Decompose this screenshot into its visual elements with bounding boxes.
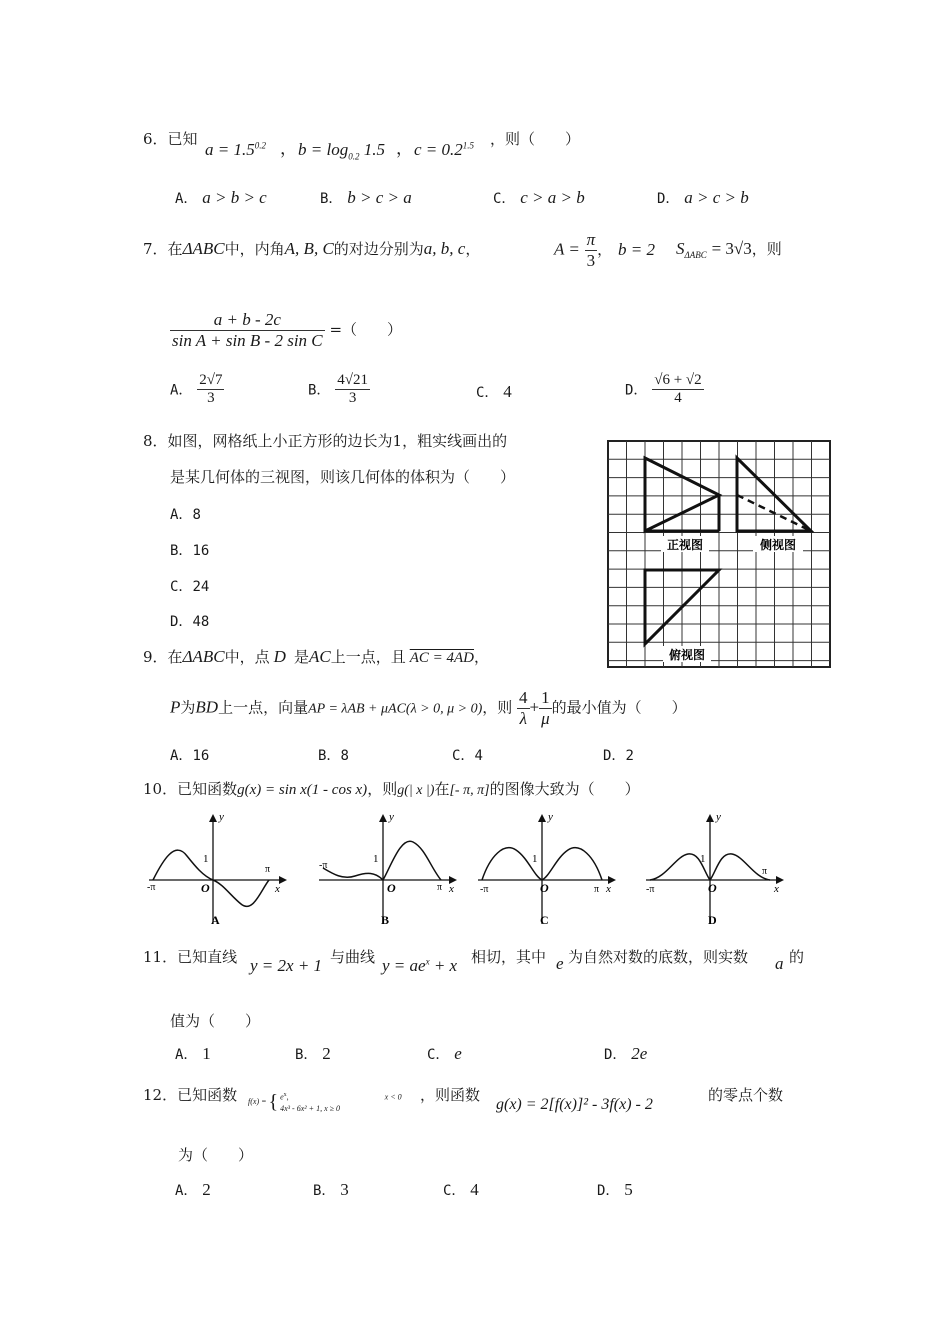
graph-label: A <box>211 913 220 927</box>
q6-suffix: ，则（ ） <box>490 130 581 148</box>
q8-option-a[interactable]: A．8 <box>170 507 201 523</box>
q6-sep2: ， <box>396 139 413 158</box>
q6-option-c[interactable]: C． c > a > b <box>493 188 585 207</box>
pi: π <box>265 864 271 875</box>
q7-cond-A: A = $\frac{\pi}{3}$ ， <box>554 230 613 270</box>
q8-stem-line1: 8．如图，网格纸上小正方形的边长为1，粗实线画出的 <box>143 432 508 450</box>
q12-option-b[interactable]: B． 3 <box>313 1180 349 1199</box>
x-label: x <box>449 883 454 895</box>
q12-option-c[interactable]: C． 4 <box>443 1180 479 1199</box>
graph-label: D <box>708 913 717 927</box>
q11-t5: 的 <box>789 948 805 966</box>
x-axis-arrow <box>279 876 287 884</box>
q10-graph-c[interactable] <box>474 810 624 930</box>
q7-option-a[interactable]: A． $\frac{2√7}{3}$ <box>170 372 223 406</box>
q11-stem: 11．已知直线 <box>143 948 238 966</box>
tick-1: 1 <box>700 853 706 865</box>
neg-pi: -π <box>147 882 156 893</box>
q11-t4: 为自然对数的底数，则实数 <box>568 948 749 966</box>
q10-stem: 10．已知函数g(x) = sin x(1 - cos x)，则g(| x |)在[- π, π]的图像大致为（ ） <box>143 780 640 798</box>
q12-t4: 为（ ） <box>178 1146 254 1164</box>
top-view-label: 俯视图 <box>668 648 706 662</box>
curve <box>323 841 441 880</box>
q11-option-c[interactable]: C． e <box>427 1044 462 1063</box>
q12-g-def: g(x) = 2[f(x)]² - 3f(x) - 2 <box>496 1096 653 1113</box>
q10-graph-b[interactable] <box>315 810 465 930</box>
origin: O <box>201 881 210 895</box>
q9-option-a[interactable]: A．16 <box>170 748 210 764</box>
q7-stem: 7．在ΔABC中，内角A, B, C的对边分别为a, b, c， <box>143 239 481 258</box>
q9-stem-line1: 9．在ΔABC中，点 D 是AC上一点，且 AC = 4AD， <box>143 647 490 666</box>
neg-pi: -π <box>646 884 655 895</box>
q10-graph-a[interactable] <box>145 810 295 930</box>
q12-option-d[interactable]: D． 5 <box>597 1180 633 1199</box>
x-label: x <box>275 883 280 895</box>
q11-t3: 相切，其中 <box>471 948 547 966</box>
x-label: x <box>774 883 779 895</box>
q6-option-a[interactable]: A． a > b > c <box>175 188 267 207</box>
q11-option-a[interactable]: A． 1 <box>175 1044 211 1063</box>
pi: π <box>762 866 768 877</box>
q11-t2: 与曲线 <box>330 948 376 966</box>
q12-t3: 的零点个数 <box>708 1086 784 1104</box>
tick-1: 1 <box>373 853 379 865</box>
origin: O <box>540 881 549 895</box>
y-label: y <box>716 811 721 823</box>
q7-option-b[interactable]: B． $\frac{4√21}{3}$ <box>308 372 368 406</box>
q11-a: a <box>775 954 784 973</box>
graph-label: B <box>381 913 390 927</box>
q7-cond-S: $S_{\Delta ABC} = 3√3$，则 <box>676 239 782 260</box>
tick-1: 1 <box>532 853 538 865</box>
side-view-label: 侧视图 <box>759 538 797 552</box>
q9-option-c[interactable]: C．4 <box>452 748 483 764</box>
q7-option-d[interactable]: D． $\frac{√6 + √2}{4}$ <box>625 372 702 406</box>
q11-curve-eq: $y = ae^x + x$ <box>382 956 458 975</box>
y-axis-arrow <box>209 814 217 822</box>
q6-a-def: $a = 1.5^{0.2}$ <box>205 140 266 159</box>
tick-1: 1 <box>203 853 209 865</box>
curve <box>153 850 269 906</box>
q6-option-d[interactable]: D． a > c > b <box>657 188 749 207</box>
q7-option-c[interactable]: C． 4 <box>476 382 512 401</box>
q12-stem: 12．已知函数 <box>143 1086 238 1104</box>
pi: π <box>594 884 600 895</box>
q7-cond-b: b = 2 <box>618 240 655 259</box>
q6-c-def: $c = 0.2^{1.5}$ <box>414 140 475 159</box>
x-label: x <box>606 883 611 895</box>
neg-pi: -π <box>480 884 489 895</box>
origin: O <box>708 881 717 895</box>
q7-expression: $\frac{a + b - 2c}{\text{sin A + sin B - 2 sin C}}$ =（ ） <box>172 310 403 350</box>
origin: O <box>387 881 396 895</box>
q6-stem <box>143 128 198 149</box>
q12-t2: ，则函数 <box>420 1086 481 1104</box>
q8-stem-line2: 是某几何体的三视图，则该几何体的体积为（ ） <box>170 468 516 486</box>
q6-option-b[interactable]: B． b > c > a <box>320 188 412 207</box>
three-view-figure <box>607 440 833 670</box>
y-label: y <box>219 811 224 823</box>
q9-option-d[interactable]: D．2 <box>603 748 634 764</box>
q11-e: e <box>556 954 564 973</box>
y-label: y <box>548 811 553 823</box>
neg-pi: -π <box>319 860 328 871</box>
q6-number: 6． <box>143 130 168 148</box>
q8-option-d[interactable]: D．48 <box>170 614 210 630</box>
q11-line-eq: y = 2x + 1 <box>250 956 323 975</box>
q6-sep1: ， <box>280 139 297 158</box>
q8-option-b[interactable]: B．16 <box>170 543 210 559</box>
q9-option-b[interactable]: B．8 <box>318 748 349 764</box>
pi: π <box>437 882 443 893</box>
front-view-label: 正视图 <box>666 538 704 552</box>
q12-option-a[interactable]: A． 2 <box>175 1180 211 1199</box>
q11-option-b[interactable]: B． 2 <box>295 1044 331 1063</box>
q8-option-c[interactable]: C．24 <box>170 579 210 595</box>
q12-piecewise: f(x) = { $e^x$, x < 0 4x³ - 6x² + 1, x ≥ 0 <box>248 1090 402 1113</box>
q6-prefix: 已知 <box>167 130 198 148</box>
q11-t6: 值为（ ） <box>170 1012 261 1030</box>
q9-stem-line2: P为BD上一点，向量AP = λAB + μAC(λ > 0, μ > 0)，则 $\frac{4}{\lambda}$ + $\frac{1}{\mu}$ 的最小值为（ ） <box>170 688 687 728</box>
q11-option-d[interactable]: D． 2e <box>604 1044 648 1063</box>
y-label: y <box>389 811 394 823</box>
q6-b-def: $b = \log_{0.2} 1.5$ <box>298 140 385 162</box>
graph-label: C <box>540 913 549 927</box>
q10-graph-d[interactable] <box>642 810 792 930</box>
